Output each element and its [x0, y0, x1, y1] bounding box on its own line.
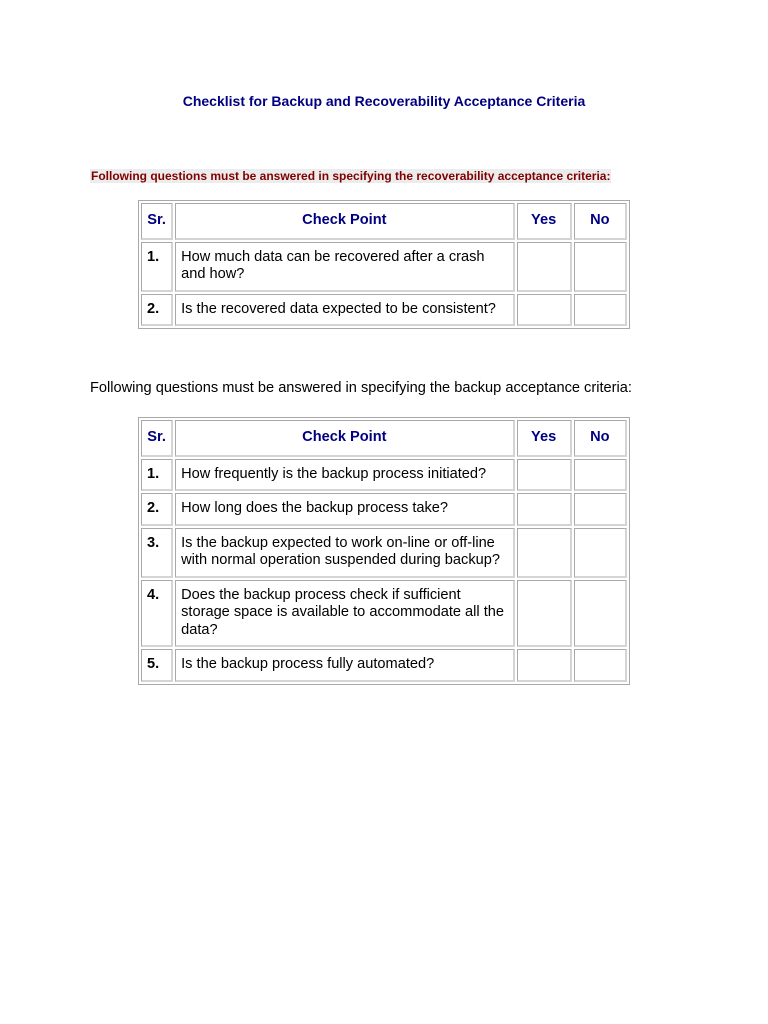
row-number: 2. [141, 493, 173, 526]
page-title: Checklist for Backup and Recoverability Acceptance Criteria [182, 93, 586, 109]
yes-cell[interactable] [517, 528, 572, 578]
check-point-text: How frequently is the backup process initiated? [175, 459, 514, 492]
yes-cell[interactable] [517, 580, 572, 648]
no-cell[interactable] [574, 580, 627, 648]
table-row [141, 459, 627, 492]
yes-cell[interactable] [517, 649, 572, 682]
header-no: No [574, 203, 627, 240]
header-yes: Yes [517, 420, 572, 457]
table-row [141, 580, 627, 648]
header-sr: Sr. [141, 420, 173, 457]
yes-cell[interactable] [517, 242, 572, 292]
table-row [141, 294, 627, 327]
row-number: 4. [141, 580, 173, 648]
table-row [141, 493, 627, 526]
table-row [141, 242, 627, 292]
backup-checklist-table [138, 417, 630, 685]
row-number: 1. [141, 242, 173, 292]
no-cell[interactable] [574, 459, 627, 492]
row-number: 5. [141, 649, 173, 682]
row-number: 1. [141, 459, 173, 492]
table-header-row [141, 203, 627, 240]
row-number: 2. [141, 294, 173, 327]
yes-cell[interactable] [517, 294, 572, 327]
check-point-text: Is the recovered data expected to be consistent? [175, 294, 514, 327]
yes-cell[interactable] [517, 493, 572, 526]
table-row [141, 528, 627, 578]
recoverability-intro: Following questions must be answered in specifying the recoverability acceptance criteria: [91, 169, 611, 183]
header-no: No [574, 420, 627, 457]
row-number: 3. [141, 528, 173, 578]
check-point-text: Is the backup expected to work on-line or off-line with normal operation suspended during backup? [175, 528, 514, 578]
check-point-text: Does the backup process check if sufficient storage space is available to accommodate all the data? [175, 580, 514, 648]
header-check-point: Check Point [175, 203, 514, 240]
table-row [141, 649, 627, 682]
no-cell[interactable] [574, 649, 627, 682]
check-point-text: How much data can be recovered after a crash and how? [175, 242, 514, 292]
header-sr: Sr. [141, 203, 173, 240]
table-header-row [141, 420, 627, 457]
no-cell[interactable] [574, 493, 627, 526]
header-check-point: Check Point [175, 420, 514, 457]
yes-cell[interactable] [517, 459, 572, 492]
no-cell[interactable] [574, 294, 627, 327]
recoverability-checklist-table [138, 200, 630, 329]
no-cell[interactable] [574, 242, 627, 292]
header-yes: Yes [517, 203, 572, 240]
check-point-text: Is the backup process fully automated? [175, 649, 514, 682]
no-cell[interactable] [574, 528, 627, 578]
check-point-text: How long does the backup process take? [175, 493, 514, 526]
backup-intro: Following questions must be answered in specifying the backup acceptance criteria: [90, 380, 632, 396]
